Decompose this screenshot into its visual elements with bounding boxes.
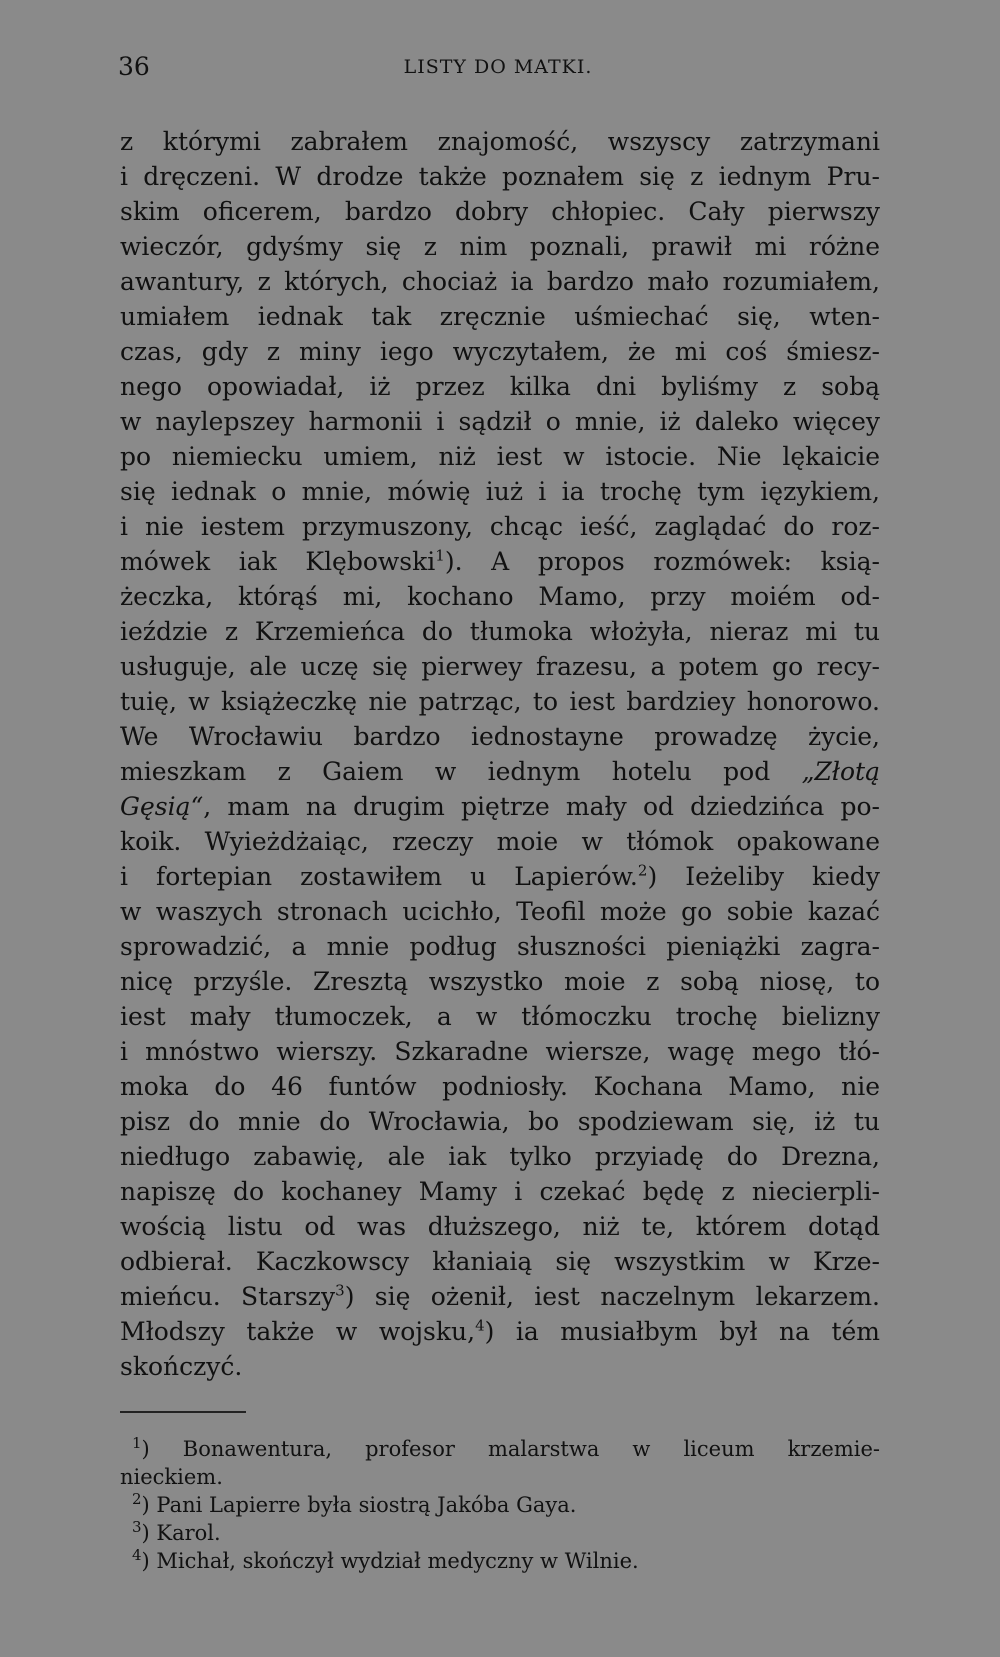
text-line — [120, 544, 880, 579]
text-line: sprowadzić, a mnie podług słuszności pieniążki zagra- — [120, 932, 880, 961]
text-line: niedługo zabawię, ale iak tylko przyiadę do Drezna, — [120, 1142, 880, 1171]
text-line: moka do 46 funtów podniosły. Kochana Mamo, nie — [120, 1072, 880, 1101]
footnote-text: ) Pani Lapierre była siostrą Jakóba Gaya. — [141, 1493, 577, 1517]
text-line: żeczka, którąś mi, kochano Mamo, przy moiém od- — [120, 582, 880, 611]
footnote-divider — [120, 1411, 246, 1413]
footnotes — [120, 1435, 880, 1575]
running-head — [118, 48, 878, 88]
text-line — [120, 789, 880, 824]
text-run: mówek iak Klębowski — [120, 547, 436, 576]
text-run: , mam na drugim piętrze mały od dziedzińca po- — [203, 792, 880, 821]
italic-quote: „Złotą — [801, 757, 880, 786]
footnote-4 — [120, 1547, 880, 1575]
text-run: ). A propos rozmówek: ksią- — [444, 547, 880, 576]
footnote-ref[interactable]: 2 — [637, 861, 648, 880]
text-line: i mnóstwo wierszy. Szkaradne wiersze, wagę mego tłó- — [120, 1037, 880, 1066]
italic-quote: Gęsią“ — [120, 792, 204, 821]
footnote-ref[interactable]: 4 — [475, 1316, 485, 1335]
text-line: odbierał. Kaczkowscy kłaniaią się wszystkim w Krze- — [120, 1247, 880, 1276]
text-line: skończyć. — [120, 1352, 243, 1381]
text-line: po niemiecku umiem, niż iest w istocie. Nie lękaicie — [120, 442, 880, 471]
running-title: LISTY DO MATKI. — [403, 56, 593, 78]
text-line — [120, 754, 880, 789]
text-run: mieńcu. Starszy — [120, 1282, 336, 1311]
text-line: skim oficerem, bardzo dobry chłopiec. Cały pierwszy — [120, 197, 880, 226]
footnote-3 — [120, 1519, 880, 1547]
text-line: i nie iestem przymuszony, chcąc ieść, zaglądać do roz- — [120, 512, 880, 541]
footnote-1 — [120, 1435, 880, 1463]
text-line: umiałem iednak tak zręcznie uśmiechać się, wten- — [120, 302, 880, 331]
footnote-text: ) Karol. — [141, 1521, 221, 1545]
text-line: iest mały tłumoczek, a w tłómoczku trochę bielizny — [120, 1002, 880, 1031]
footnote-continuation: nieckiem. — [120, 1465, 223, 1489]
text-line — [120, 1314, 880, 1349]
text-line: w waszych stronach ucichło, Teofil może go sobie kazać — [120, 897, 880, 926]
footnote-ref[interactable]: 1 — [435, 546, 445, 565]
text-line: wością listu od was dłuższego, niż te, którem dotąd — [120, 1212, 880, 1241]
footnote-text: ) Michał, skończył wydział medyczny w Wilnie. — [141, 1549, 639, 1573]
text-line: w naylepszey harmonii i sądził o mnie, iż daleko więcey — [120, 407, 880, 436]
footnote-mark: 1 — [132, 1434, 142, 1452]
text-line: czas, gdy z miny iego wyczytałem, że mi coś śmiesz- — [120, 337, 880, 366]
footnote-mark: 2 — [132, 1490, 142, 1508]
text-line: nicę przyśle. Zresztą wszystko moie z sobą niosę, to — [120, 967, 880, 996]
text-line: wieczór, gdyśmy się z nim poznali, prawił mi różne — [120, 232, 880, 261]
text-run: ) Ieżeliby kiedy — [647, 862, 881, 891]
text-run: Młodszy także w wojsku, — [120, 1317, 476, 1346]
page-number: 36 — [118, 52, 150, 81]
text-line: ieździe z Krzemieńca do tłumoka włożyła, nieraz mi tu — [120, 617, 880, 646]
text-run: ) się ożenił, iest naczelnym lekarzem. — [344, 1282, 880, 1311]
text-line: napiszę do kochaney Mamy i czekać będę z niecierpli- — [120, 1177, 880, 1206]
text-line: z którymi zabrałem znajomość, wszyscy zatrzymani — [120, 127, 880, 156]
text-line: się iednak o mnie, mówię iuż i ia trochę tym ięzykiem, — [120, 477, 880, 506]
text-line: usługuje, ale uczę się pierwey frazesu, a potem go recy- — [120, 652, 880, 681]
footnote-mark: 3 — [132, 1518, 142, 1536]
text-line: pisz do mnie do Wrocławia, bo spodziewam się, iż tu — [120, 1107, 880, 1136]
footnote-text: ) Bonawentura, profesor malarstwa w liceum krzemie- — [141, 1437, 880, 1461]
text-run: ) ia musiałbym był na tém — [484, 1317, 880, 1346]
body-text — [120, 124, 880, 1384]
text-run: i fortepian zostawiłem u Lapierów. — [120, 862, 638, 891]
text-line — [120, 859, 880, 894]
text-line: i dręczeni. W drodze także poznałem się z iednym Pru- — [120, 162, 880, 191]
text-line: nego opowiadał, iż przez kilka dni byliśmy z sobą — [120, 372, 880, 401]
text-line — [120, 1279, 880, 1314]
footnote-2 — [120, 1491, 880, 1519]
text-line: koik. Wyieżdżaiąc, rzeczy moie w tłómok opakowane — [120, 827, 880, 856]
text-line: awantury, z których, chociaż ia bardzo mało rozumiałem, — [120, 267, 880, 296]
text-line: tuię, w książeczkę nie patrząc, to iest bardziey honorowo. — [120, 687, 880, 716]
text-line: We Wrocławiu bardzo iednostayne prowadzę życie, — [120, 722, 880, 751]
footnote-mark: 4 — [132, 1546, 142, 1564]
footnote-ref[interactable]: 3 — [335, 1281, 345, 1300]
text-run: mieszkam z Gaiem w iednym hotelu pod — [120, 757, 771, 786]
